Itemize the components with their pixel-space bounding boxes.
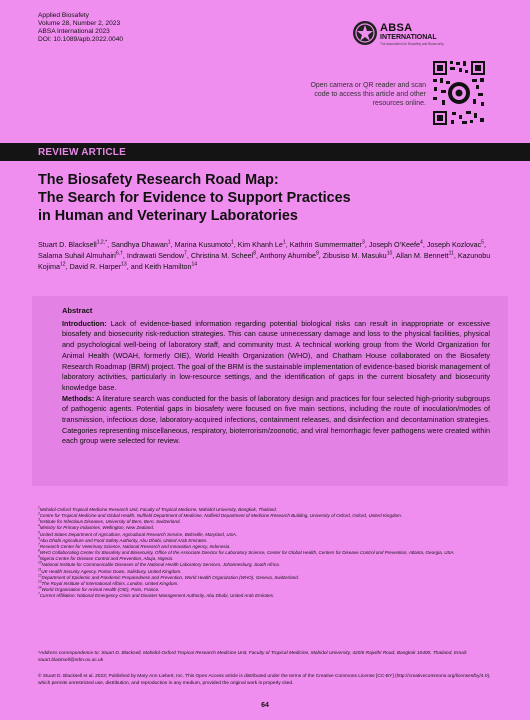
author-list: [38, 240, 500, 272]
author-name: Keith Hamilton: [144, 261, 192, 271]
affiliation-item: $^5$United States Department of Agriculture, Agricultural Research Service, Beltsville, Maryland, USA.: [38, 530, 238, 537]
author-affil: 11: [448, 250, 454, 257]
author-name: Sandhya Dhawan: [111, 240, 168, 249]
abstract-methods: [62, 394, 490, 448]
affiliation-item: $^{14}$World Organisation for Animal Health (OIE), Paris, France.: [38, 585, 160, 593]
author-name: Kazunobu Kojima: [38, 250, 491, 271]
affiliation-item: $^{13}$The Royal Institute of International Affairs, London, United Kingdom.: [38, 579, 179, 586]
absa-logo: [352, 18, 502, 48]
author-item: Allan M. Bennett$^{11}$,: [395, 250, 458, 260]
author-affil: 1: [167, 239, 171, 246]
methods-label: Methods:: [62, 393, 95, 403]
affiliation-item: $^4$Ministry for Primary Industries, Wellington, New Zealand.: [38, 523, 155, 531]
affiliations: [38, 507, 500, 599]
author-affil: 1: [282, 239, 286, 246]
journal-doi[interactable]: DOI: 10.1089/apb.2022.0040: [38, 36, 124, 43]
abstract-heading: Abstract: [62, 306, 93, 315]
author-item: Indrawati Sendow$^7$,: [126, 250, 191, 260]
author-name: Christina M. Scheel: [190, 250, 254, 260]
author-item: David R. Harper$^{13}$, and: [69, 261, 145, 271]
author-item: Stuart D. Blacksell$^{1,2,*}$,: [38, 239, 112, 249]
author-affil: 9: [315, 250, 319, 257]
journal-publisher: ABSA International 2023: [38, 28, 110, 35]
article-title: [38, 171, 498, 225]
title-line-1: The Biosafety Research Road Map:: [38, 172, 279, 188]
journal-info: [38, 12, 123, 44]
qr-code-icon[interactable]: [432, 60, 486, 126]
author-affil: 1: [230, 239, 234, 246]
author-affil: 13: [121, 261, 127, 268]
affiliation-item: $^9$Nigeria Centre for Disease Control and Prevention, Abuja, Nigeria.: [38, 554, 174, 562]
author-name: Indrawati Sendow: [126, 250, 185, 260]
author-name: Joseph O’Keefe: [368, 240, 421, 249]
author-affil: 8: [253, 250, 256, 257]
author-affil: 3: [362, 239, 365, 246]
author-affil: 10: [386, 250, 393, 257]
journal-name: Applied Biosafety: [38, 12, 89, 19]
section-label: REVIEW ARTICLE: [38, 147, 126, 158]
introduction-label: Introduction:: [62, 318, 107, 328]
abstract-introduction: [62, 319, 490, 394]
page-number: 64: [261, 702, 269, 709]
affiliation-item: $^3$Institute for Infectious Diseases, University of Bern, Bern, Switzerland.: [38, 517, 181, 525]
author-item: [145, 262, 197, 271]
author-affil: 6,†: [115, 250, 123, 257]
author-affil: 14: [191, 261, 198, 268]
author-name: David R. Harper: [69, 261, 122, 271]
author-item: Kathrin Summermatter$^3$,: [289, 239, 369, 249]
author-name: Stuart D. Blacksell: [38, 240, 97, 249]
author-name: Allan M. Bennett: [395, 250, 449, 260]
author-item: Christina M. Scheel$^8$,: [190, 250, 260, 260]
author-name: Kim Khanh Le: [237, 240, 283, 249]
author-name: Salama Suhail Almuhairi: [38, 250, 116, 260]
author-affil: 5: [481, 239, 484, 246]
author-item: Zibusiso M. Masuku$^{10}$,: [322, 250, 396, 260]
author-item: Joseph O’Keefe$^4$,: [368, 239, 427, 249]
author-name: Kathrin Summermatter: [289, 240, 363, 249]
logo-name: ABSA: [380, 22, 413, 34]
methods-text: A literature search was conducted for the basis of laboratory design and practices for four selected high-priority subgroups of pathogenic agents. Potential gaps in biosafety were focused on five main sections, including the route of inoculation/modes of transmission, infectious dose, laboratory-acquired infections, containment releases, and disinfection and decontamination strategies. Categories representing miscellaneous, respiratory, bioterrorism/zoonotic, and viral hemorrhagic fever pathogens were created within each group were selected for review.: [62, 393, 490, 446]
author-affil: 7: [184, 250, 187, 257]
affiliation-item: $^6$Abu Dhabi Agriculture and Food Safety Authority, Abu Dhabi, United Arab Emirates.: [38, 536, 208, 543]
author-item: Kim Khanh Le$^1$,: [237, 239, 290, 249]
journal-volume: Volume 28, Number 2, 2023: [38, 20, 121, 27]
affiliation-item: †Current Affiliation: National Emergency Crisis and Disaster Management Authority, Abu Dhabi, United Arab Emirates.: [38, 591, 275, 599]
abstract-box: [32, 296, 508, 486]
author-name: Anthony Ahumibe: [259, 250, 316, 260]
affiliation-item: $^{10}$National Institute for Communicable Diseases of the National Health Laboratory Services, Johannesburg, South Africa.: [38, 560, 280, 568]
title-line-2: The Search for Evidence to Support Practices: [38, 190, 351, 206]
absa-emblem-icon: [352, 20, 378, 46]
logo-subtitle: INTERNATIONAL: [380, 34, 437, 41]
author-affil: 4: [420, 239, 423, 246]
author-item: Joseph Kozlovac$^5$,: [426, 239, 486, 249]
affiliation-item: $^8$WHO Collaborating Center for Biosafety and Biosecurity, Office of the Associate Director for Laboratory Science, Center for Global Health, Centers for Disease Control and Prevention, Atlanta, Georgia, USA.: [38, 548, 455, 556]
introduction-text: Lack of evidence-based information regarding potential biological risks can result in inappropriate or excessive biosafety and biosecurity risk-reduction strategies. This can cause unnecessary damage and loss to the physical facilities, physical and psychological well-being of laboratory staff, and community trust. A technical working group from the World Organization for Animal Health (WOAH, formerly OIE), World Health Organization (WHO), and Chatham House collaborated on the Biosafety Research Roadmap (BRM) project. The goal of the BRM is the sustainable implementation of evidence-based biorisk management of laboratory activities, particularly in low-resource settings, and the identification of gaps in the current biosafety and biosecurity knowledge base.: [62, 318, 491, 392]
correspondence: *Address correspondence to: Stuart D. Blacksell, Mahidol-Oxford Tropical Research Medicine Unit, Faculty of Tropical Medicine, Mahidol University, 420/6 Rajvithi Road, Bangkok 10400, Thailand, Email: stuart.blacksell@ndm.ox.ac.uk: [38, 651, 468, 663]
author-item: Kazunobu Kojima$^{12}$,: [38, 250, 491, 271]
affiliation-item: $^1$Mahidol-Oxford Tropical Medicine Research Unit, Faculty of Tropical Medicine, Mahidol University, Bangkok, Thailand.: [38, 505, 278, 512]
section-band: [0, 143, 530, 161]
affiliation-item: $^7$Research Center for Veterinary Science, National Research and Innovation Agency, Indonesia.: [38, 542, 231, 549]
author-item: Marina Kusumoto$^1$,: [174, 239, 238, 249]
author-name: Zibusiso M. Masuku: [322, 250, 387, 260]
affiliation-item: $^{12}$Department of Epidemic and Pandemic Preparedness and Prevention, World Health Organization (WHO), Geneva, Switzerland.: [38, 573, 300, 580]
affiliation-item: $^2$Centre for Tropical Medicine and Global Health, Nuffield Department of Medicine, Nuffield Department of Medicine Research Building, University of Oxford, Oxford, United Kingdom.: [38, 511, 403, 519]
author-name: Marina Kusumoto: [174, 240, 231, 249]
author-item: Sandhya Dhawan$^1$,: [111, 239, 175, 249]
license-notice: © Stuart D. Blacksell et al. 2023; Published by Mary Ann Liebert, Inc. This Open Access article is distributed under the terms of the Creative Commons License [CC-BY] (http://creativecommons.org/licenses/by/4.0), which permits unrestricted use, distribution, and reproduction in any medium, provided the original work is properly cited.: [38, 674, 491, 686]
author-name: Joseph Kozlovac: [426, 240, 482, 249]
author-affil: 1,2,*: [96, 239, 108, 246]
author-item: Anthony Ahumibe$^9$,: [259, 250, 323, 260]
affiliation-item: $^{11}$UK Health Security Agency, Porton Down, Salisbury, United Kingdom.: [38, 567, 182, 574]
author-item: Salama Suhail Almuhairi$^{6,\dagger}$,: [38, 250, 127, 260]
qr-instructions: Open camera or QR reader and scan code to access this article and other resources online.: [310, 82, 426, 107]
title-line-3: in Human and Veterinary Laboratories: [38, 208, 298, 224]
author-affil: 12: [59, 261, 66, 268]
logo-tagline: The Association for Biosafety and Biosecurity: [380, 42, 444, 46]
